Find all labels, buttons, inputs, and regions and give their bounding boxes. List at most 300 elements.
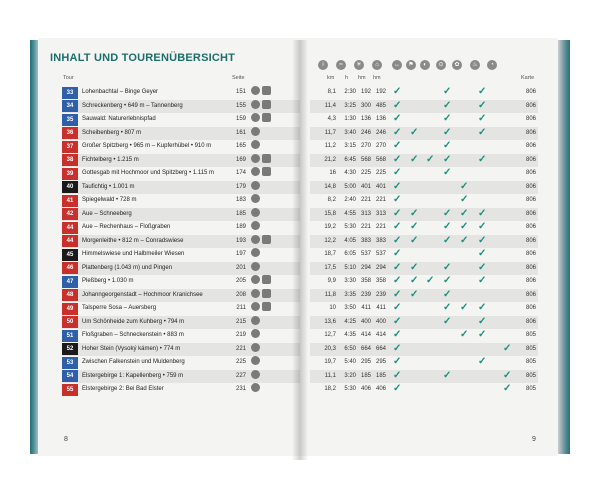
tour-km: 12,7: [324, 332, 336, 338]
tour-number-badge: 47: [62, 276, 78, 288]
check-icon: ✓: [478, 234, 487, 246]
tour-name: Talsperre Sosa – Auersberg: [82, 305, 157, 311]
tour-hm-down: 225: [375, 170, 386, 176]
check-icon: ✓: [478, 153, 487, 165]
check-icon: ✓: [460, 207, 469, 219]
check-icon: ✓: [393, 383, 402, 394]
tour-page: 159: [235, 116, 246, 122]
tour-hm-up: 294: [360, 264, 371, 271]
tour-map: 806: [525, 156, 536, 163]
tour-hm-up: 192: [360, 89, 371, 95]
tour-name: Morgenleithe • 812 m – Conradswiese: [82, 237, 184, 244]
check-icon: ✓: [393, 167, 402, 178]
check-icon: ✓: [443, 261, 452, 273]
tour-map: 806: [525, 291, 536, 298]
tour-feature-icon: [262, 113, 271, 122]
check-icon: ✓: [393, 248, 402, 259]
tour-hours: 5:00: [344, 183, 356, 190]
tour-name: Aue – Schneeberg: [82, 210, 132, 217]
tour-hours: 5:40: [344, 359, 356, 365]
tour-feature-icon: [251, 289, 260, 298]
tour-hours: 3:35: [344, 291, 356, 298]
tour-number-badge: 48: [62, 289, 78, 301]
tour-hm-up: 225: [360, 170, 371, 176]
tour-hm-up: 401: [360, 183, 371, 190]
tour-name: Hoher Stein (Vysoký kámen) • 774 m: [82, 345, 181, 352]
check-icon: ✓: [503, 342, 512, 354]
tour-km: 4,3: [327, 116, 336, 122]
check-icon: ✓: [393, 86, 402, 97]
tour-hm-down: 221: [375, 224, 386, 230]
tour-feature-icon: [251, 329, 260, 338]
tour-hm-down: 414: [375, 332, 386, 338]
tour-hm-down: 221: [375, 197, 386, 203]
tour-hours: 3:15: [344, 143, 356, 149]
tour-page: 151: [235, 89, 246, 95]
header-km: km: [327, 75, 335, 81]
tour-map: 806: [525, 102, 536, 109]
tour-page: 219: [235, 332, 246, 338]
tour-feature-icon: [262, 275, 271, 284]
check-icon: ✓: [443, 126, 452, 138]
tour-number-badge: 38: [62, 154, 78, 166]
header-h: h: [345, 75, 349, 81]
tour-name: Scheibenberg • 807 m: [82, 129, 142, 136]
tour-hours: 4:05: [344, 237, 356, 244]
tour-hm-down: 406: [375, 386, 386, 392]
check-icon: ✓: [478, 113, 487, 124]
tour-hm-up: 221: [360, 224, 371, 230]
tour-km: 12,2: [324, 237, 336, 244]
tour-map: 806: [525, 170, 536, 176]
check-icon: ✓: [478, 356, 487, 367]
tour-page: 185: [235, 210, 246, 217]
tour-hours: 1:30: [344, 116, 356, 122]
check-icon: ✓: [410, 126, 419, 138]
tour-feature-icon: [251, 113, 260, 122]
tour-number-badge: 51: [62, 330, 78, 342]
tour-map: 806: [525, 143, 536, 149]
tour-name: Zwischen Falkenstein und Muldenberg: [82, 359, 185, 365]
check-icon: ✓: [443, 234, 452, 246]
tour-feature-icon: [251, 140, 260, 149]
tour-hm-up: 664: [360, 345, 371, 352]
tour-feature-icon: [251, 235, 260, 244]
tour-page: 155: [235, 102, 246, 109]
tour-hm-down: 246: [375, 129, 386, 136]
tour-name: Sauwald: Naturerlebnispfad: [82, 116, 156, 122]
tour-name: Floßgraben – Schneckenstein • 883 m: [82, 332, 184, 338]
tour-map: 806: [525, 264, 536, 271]
tour-hours: 6:45: [344, 156, 356, 163]
tour-page: 193: [235, 237, 246, 244]
tour-hm-down: 411: [376, 305, 386, 311]
tour-hours: 4:55: [344, 210, 356, 217]
category-icon: ⊙: [436, 60, 446, 70]
tour-hm-up: 406: [360, 386, 371, 392]
tour-hours: 3:30: [344, 278, 356, 284]
tour-number-badge: 54: [62, 370, 78, 382]
check-icon: ✓: [478, 275, 487, 286]
tour-feature-icon: [251, 356, 260, 365]
check-icon: ✓: [443, 315, 452, 327]
check-icon: ✓: [426, 275, 435, 286]
tour-number-badge: 53: [62, 357, 78, 369]
tour-name: Schreckenberg • 649 m – Tannenberg: [82, 102, 183, 109]
tour-name: Fichtelberg • 1.215 m: [82, 156, 139, 163]
header-hm-up: hm: [358, 75, 366, 81]
category-icon: i: [318, 60, 328, 70]
tour-hm-up: 400: [360, 318, 371, 325]
page-number-right: 9: [532, 436, 536, 443]
tour-number-badge: 40: [62, 181, 78, 193]
header-karte: Karte: [521, 75, 535, 81]
check-icon: ✓: [460, 221, 469, 232]
category-icon: ⚑: [406, 60, 416, 70]
tour-page: 205: [235, 278, 246, 284]
category-icon: ⌂: [372, 60, 382, 70]
tour-name: Gottesgab mit Hochmoor und Spitzberg • 1.115 m: [82, 170, 215, 176]
check-icon: ✓: [393, 261, 402, 273]
tour-map: 806: [525, 89, 536, 95]
check-icon: ✓: [460, 180, 469, 192]
tour-map: 805: [525, 332, 536, 338]
tour-number-badge: 33: [62, 87, 78, 99]
tour-hm-down: 313: [375, 210, 386, 217]
check-icon: ✓: [478, 248, 487, 259]
check-icon: ✓: [426, 153, 435, 165]
tour-map: 806: [525, 278, 536, 284]
tour-map: 806: [525, 210, 536, 217]
tour-hm-up: 221: [360, 197, 371, 203]
tour-map: 806: [525, 224, 536, 230]
check-icon: ✓: [443, 288, 452, 300]
tour-km: 11,4: [324, 102, 336, 109]
check-icon: ✓: [443, 153, 452, 165]
tour-page: 169: [235, 156, 246, 163]
tour-hm-down: 294: [375, 264, 386, 271]
tour-number-badge: 50: [62, 316, 78, 328]
tour-hm-down: 400: [375, 318, 386, 325]
tour-hm-up: 136: [360, 116, 371, 122]
check-icon: ✓: [410, 153, 419, 165]
tour-hours: 4:35: [344, 332, 356, 338]
tour-map: 805: [525, 372, 536, 379]
tour-map: 805: [525, 359, 536, 365]
tour-map: 806: [525, 251, 536, 257]
header-hm-down: hm: [373, 75, 381, 81]
tour-feature-icon: [251, 100, 260, 109]
check-icon: ✓: [393, 194, 402, 205]
tour-page: 211: [236, 305, 246, 311]
tour-hm-up: 270: [360, 143, 371, 149]
tour-hours: 3:25: [344, 102, 356, 109]
tour-hm-down: 185: [375, 372, 386, 379]
tour-hm-down: 358: [375, 278, 386, 284]
check-icon: ✓: [443, 221, 452, 232]
tour-number-badge: 34: [62, 100, 78, 112]
tour-feature-icon: [262, 154, 271, 163]
tour-km: 16: [329, 170, 336, 176]
tour-feature-icon: [251, 86, 260, 95]
tour-hours: 2:40: [344, 197, 356, 203]
tour-page: 179: [235, 183, 246, 190]
tour-km: 19,7: [324, 359, 336, 365]
tour-km: 8,1: [327, 89, 336, 95]
tour-map: 805: [525, 386, 536, 392]
tour-hm-up: 414: [360, 332, 371, 338]
check-icon: ✓: [393, 302, 402, 313]
check-icon: ✓: [460, 234, 469, 246]
tour-name: Um Schönheide zum Kuhberg • 794 m: [82, 318, 185, 325]
tour-km: 18,7: [324, 251, 336, 257]
tour-feature-icon: [251, 302, 260, 311]
tour-km: 11,8: [324, 291, 336, 298]
check-icon: ✓: [443, 369, 452, 381]
tour-hours: 6:05: [344, 251, 356, 257]
tour-feature-icon: [262, 235, 271, 244]
check-icon: ✓: [478, 86, 487, 97]
tour-number-badge: 36: [62, 127, 78, 139]
tour-hm-down: 568: [375, 156, 386, 163]
tour-hm-up: 537: [360, 251, 371, 257]
tour-km: 11,7: [324, 129, 336, 136]
tour-page: 201: [235, 264, 246, 271]
check-icon: ✓: [410, 261, 419, 273]
tour-hours: 3:50: [344, 305, 356, 311]
tour-feature-icon: [262, 167, 271, 176]
tour-hm-down: 192: [375, 89, 386, 95]
check-icon: ✓: [460, 194, 469, 205]
tour-hm-down: 664: [375, 345, 386, 352]
category-icon: ☀: [354, 60, 364, 70]
category-icon: ♨: [470, 60, 480, 70]
tour-number-badge: 44: [62, 222, 78, 234]
tour-km: 11,1: [324, 372, 336, 379]
check-icon: ✓: [478, 302, 487, 313]
tour-feature-icon: [251, 370, 260, 379]
check-icon: ✓: [393, 113, 402, 124]
tour-feature-icon: [251, 383, 260, 392]
check-icon: ✓: [393, 234, 402, 246]
tour-feature-icon: [251, 181, 260, 190]
page-title: INHALT UND TOURENÜBERSICHT: [50, 52, 236, 64]
tour-page: 197: [235, 251, 246, 257]
tour-hm-down: 537: [375, 251, 386, 257]
tour-name: Plattenberg (1.043 m) und Pingen: [82, 264, 173, 271]
tour-feature-icon: [262, 302, 271, 311]
check-icon: ✓: [393, 369, 402, 381]
tour-page: 161: [235, 129, 246, 136]
tour-number-badge: 42: [62, 208, 78, 220]
tour-name: Großer Spitzberg • 965 m – Kupferhübel • 910 m: [82, 143, 212, 149]
tour-feature-icon: [251, 262, 260, 271]
tour-page: 215: [235, 318, 246, 325]
tour-hours: 6:50: [344, 345, 356, 352]
tour-name: Himmelswiese und Halbmeiler Wiesen: [82, 251, 185, 257]
tour-hours: 5:30: [344, 386, 356, 392]
check-icon: ✓: [393, 153, 402, 165]
tour-page: 174: [235, 170, 246, 176]
tour-hm-up: 568: [360, 156, 371, 163]
check-icon: ✓: [393, 315, 402, 327]
tour-number-badge: 45: [62, 249, 78, 261]
tour-page: 183: [235, 197, 246, 203]
tour-number-badge: 46: [62, 262, 78, 274]
check-icon: ✓: [393, 356, 402, 367]
tour-hours: 2:30: [344, 89, 356, 95]
tour-page: 165: [235, 143, 246, 149]
tour-map: 806: [525, 129, 536, 136]
check-icon: ✓: [478, 221, 487, 232]
check-icon: ✓: [478, 99, 487, 111]
tour-map: 806: [525, 237, 536, 244]
tour-hours: 3:40: [344, 129, 356, 136]
tour-hm-up: 300: [360, 102, 371, 109]
tour-number-badge: 49: [62, 303, 78, 315]
check-icon: ✓: [503, 383, 512, 394]
tour-number-badge: 52: [62, 343, 78, 355]
tour-name: Lohenbachtal – Binge Geyer: [82, 89, 159, 95]
tour-hm-up: 295: [360, 359, 371, 365]
check-icon: ✓: [478, 126, 487, 138]
tour-hm-up: 239: [360, 291, 371, 298]
tour-km: 14,8: [324, 183, 336, 190]
tour-km: 9,9: [327, 278, 336, 284]
page-number-left: 8: [64, 436, 68, 443]
tour-page: 221: [235, 345, 246, 352]
tour-hm-down: 383: [375, 237, 386, 244]
tour-km: 20,3: [324, 345, 336, 352]
tour-hm-up: 358: [360, 278, 371, 284]
tour-km: 19,2: [324, 224, 336, 230]
tour-hours: 5:10: [344, 264, 356, 271]
category-icon: ≈: [336, 60, 346, 70]
check-icon: ✓: [410, 221, 419, 232]
check-icon: ✓: [393, 140, 402, 151]
check-icon: ✓: [393, 126, 402, 138]
tour-km: 17,5: [324, 264, 336, 271]
check-icon: ✓: [443, 86, 452, 97]
book-edge-right: [558, 40, 570, 454]
tour-number-badge: 41: [62, 195, 78, 207]
tour-page: 225: [235, 359, 246, 365]
tour-feature-icon: [262, 289, 271, 298]
check-icon: ✓: [443, 207, 452, 219]
tour-hm-up: 383: [360, 237, 371, 244]
category-icon: ✿: [452, 60, 462, 70]
tour-number-badge: 44: [62, 235, 78, 247]
check-icon: ✓: [410, 234, 419, 246]
tour-feature-icon: [262, 86, 271, 95]
category-icon: ↔: [394, 62, 400, 68]
check-icon: ✓: [410, 288, 419, 300]
tour-page: 227: [235, 372, 246, 379]
check-icon: ✓: [393, 275, 402, 286]
tour-name: Aue – Rechenhaus – Floßgraben: [82, 224, 171, 230]
check-icon: ✓: [393, 288, 402, 300]
tour-name: Johanngeorgenstadt – Hochmoor Kranichsee: [82, 291, 203, 298]
check-icon: ✓: [393, 342, 402, 354]
tour-map: 806: [525, 305, 536, 311]
check-icon: ✓: [393, 180, 402, 192]
tour-number-badge: 35: [62, 114, 78, 126]
tour-name: Pleßberg • 1.030 m: [82, 278, 134, 284]
category-icon: ◐: [420, 60, 430, 70]
tour-feature-icon: [251, 275, 260, 284]
tour-name: Elstergebirge 2: Bei Bad Elster: [82, 386, 164, 392]
tour-number-badge: 37: [62, 141, 78, 153]
check-icon: ✓: [393, 221, 402, 232]
tour-km: 21,2: [324, 156, 336, 163]
tour-hm-down: 485: [375, 102, 386, 109]
tour-hm-down: 270: [375, 143, 386, 149]
tour-km: 18,2: [324, 386, 336, 392]
check-icon: ✓: [443, 302, 452, 313]
check-icon: ✓: [443, 140, 452, 151]
tour-hm-down: 295: [375, 359, 386, 365]
tour-feature-icon: [251, 208, 260, 217]
check-icon: ✓: [443, 275, 452, 286]
tour-hm-up: 313: [360, 210, 371, 217]
check-icon: ✓: [410, 207, 419, 219]
tour-name: Taufichtig • 1.001 m: [82, 183, 135, 190]
tour-map: 806: [525, 197, 536, 203]
check-icon: ✓: [393, 99, 402, 111]
tour-hm-up: 411: [361, 305, 371, 311]
check-icon: ✓: [410, 275, 419, 286]
check-icon: ✓: [460, 329, 469, 340]
tour-feature-icon: [251, 248, 260, 257]
header-tour: Tour: [63, 75, 74, 81]
check-icon: ✓: [393, 329, 402, 340]
tour-hours: 4:30: [344, 170, 356, 176]
tour-page: 189: [235, 224, 246, 230]
category-icon: ◔: [487, 60, 497, 70]
check-icon: ✓: [443, 99, 452, 111]
tour-page: 231: [235, 386, 246, 392]
header-seite: Seite: [232, 75, 245, 81]
tour-km: 15,8: [324, 210, 336, 217]
tour-feature-icon: [251, 154, 260, 163]
check-icon: ✓: [393, 207, 402, 219]
tour-hours: 5:30: [344, 224, 356, 230]
check-icon: ✓: [478, 207, 487, 219]
tour-hm-down: 136: [375, 116, 386, 122]
tour-km: 13,6: [324, 318, 336, 325]
tour-map: 806: [525, 183, 536, 190]
tour-map: 806: [525, 318, 536, 325]
tour-hm-down: 401: [375, 183, 386, 190]
tour-map: 805: [525, 345, 536, 352]
tour-km: 11,2: [324, 143, 336, 149]
tour-name: Elstergebirge 1: Kapellenberg • 759 m: [82, 372, 184, 379]
tour-feature-icon: [251, 343, 260, 352]
tour-hm-up: 185: [360, 372, 371, 379]
tour-km: 10: [329, 305, 336, 311]
check-icon: ✓: [478, 261, 487, 273]
check-icon: ✓: [460, 302, 469, 313]
tour-feature-icon: [251, 167, 260, 176]
check-icon: ✓: [503, 369, 512, 381]
check-icon: ✓: [478, 329, 487, 340]
tour-map: 806: [525, 116, 536, 122]
tour-km: 8,2: [327, 197, 336, 203]
tour-hm-up: 246: [360, 129, 371, 136]
tour-feature-icon: [251, 316, 260, 325]
tour-number-badge: 39: [62, 168, 78, 180]
tour-feature-icon: [262, 100, 271, 109]
